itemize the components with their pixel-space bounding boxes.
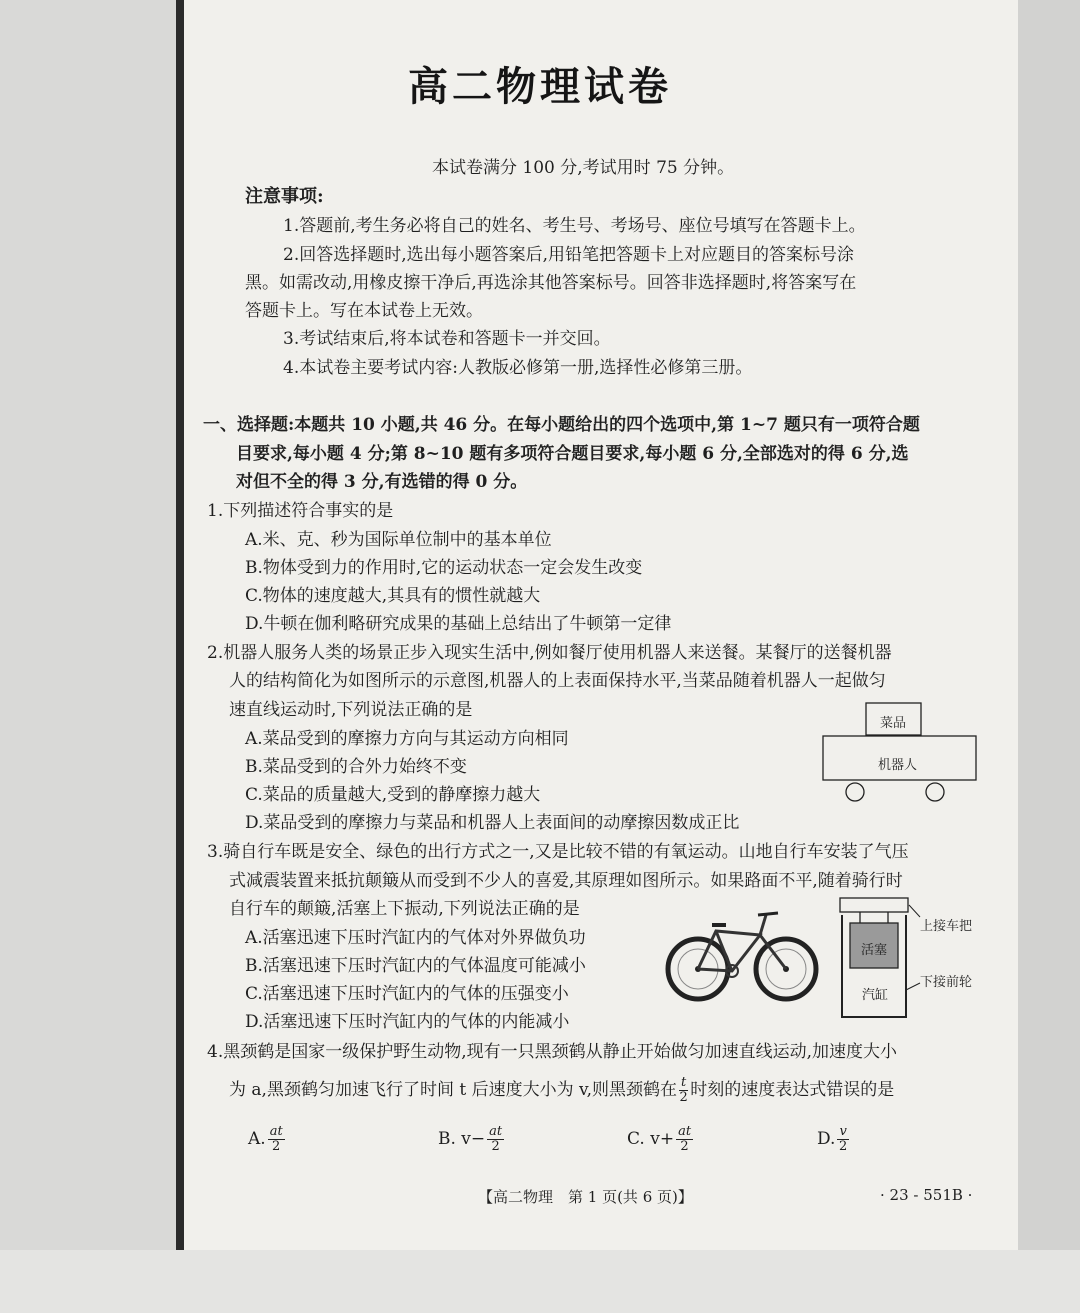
question-4-option bbox=[817, 1125, 851, 1154]
robot-wheel bbox=[926, 783, 944, 801]
front-wheel-label: 下接前轮 bbox=[920, 975, 973, 990]
question-2-stem: 速直线运动时,下列说法正确的是 bbox=[229, 700, 473, 720]
option-prefix: B. v− bbox=[438, 1129, 486, 1149]
handlebar-connector bbox=[840, 898, 908, 912]
bicycle-icon bbox=[660, 905, 822, 1005]
piston-label: 活塞 bbox=[861, 943, 888, 958]
fraction bbox=[837, 1125, 848, 1154]
dish-label: 菜品 bbox=[880, 716, 907, 731]
question-3-option: B.活塞迅速下压时汽缸内的气体温度可能减小 bbox=[245, 956, 586, 976]
page-footer: 【高二物理 第 1 页(共 6 页)】 bbox=[478, 1188, 693, 1206]
notice-line: 黑。如需改动,用橡皮擦干净后,再选涂其他答案标号。回答非选择题时,将答案写在 bbox=[245, 273, 857, 293]
page-binding-edge bbox=[176, 0, 184, 1250]
question-1-stem: 1.下列描述符合事实的是 bbox=[207, 501, 394, 521]
exam-code: · 23 - 551B · bbox=[880, 1186, 973, 1204]
notice-line: 2.回答选择题时,选出每小题答案后,用铅笔把答题卡上对应题目的答案标号涂 bbox=[283, 245, 855, 265]
question-3-stem: 自行车的颠簸,活塞上下振动,下列说法正确的是 bbox=[229, 899, 580, 919]
cylinder-label: 汽缸 bbox=[862, 988, 889, 1003]
fraction-numerator: t bbox=[680, 1075, 687, 1090]
question-4-option bbox=[438, 1125, 506, 1154]
question-4-option bbox=[627, 1125, 695, 1154]
notice-heading: 注意事项: bbox=[245, 186, 324, 207]
fraction bbox=[268, 1125, 285, 1154]
handlebar-label: 上接车把 bbox=[920, 919, 973, 934]
notice-line: 1.答题前,考生务必将自己的姓名、考生号、考场号、座位号填写在答题卡上。 bbox=[283, 216, 866, 236]
fraction bbox=[487, 1125, 504, 1154]
question-4-stem bbox=[229, 1076, 894, 1105]
page-title: 高二物理试卷 bbox=[408, 63, 672, 110]
option-prefix: C. v+ bbox=[627, 1129, 675, 1149]
question-3-stem: 3.骑自行车既是安全、绿色的出行方式之一,又是比较不错的有氧运动。山地自行车安装了气压 bbox=[207, 842, 909, 862]
scanner-bottom bbox=[0, 1250, 1080, 1313]
fraction-numerator: v bbox=[839, 1124, 847, 1139]
fraction bbox=[679, 1076, 688, 1105]
question-4-stem-part: 为 a,黑颈鹤匀加速飞行了时间 t 后速度大小为 v,则黑颈鹤在 bbox=[229, 1080, 677, 1100]
question-2-option: C.菜品的质量越大,受到的静摩擦力越大 bbox=[245, 785, 541, 805]
question-1-option: C.物体的速度越大,其具有的惯性就越大 bbox=[245, 586, 541, 606]
fraction-denominator: 2 bbox=[680, 1139, 689, 1154]
section-heading: 目要求,每小题 4 分;第 8~10 题有多项符合题目要求,每小题 6 分,全部选对的得 6 分,选 bbox=[236, 444, 909, 464]
section-heading: 一、选择题:本题共 10 小题,共 46 分。在每小题给出的四个选项中,第 1~7 题只有一项符合题 bbox=[203, 415, 920, 435]
question-2-option: B.菜品受到的合外力始终不变 bbox=[245, 757, 467, 777]
scanner-edge bbox=[1018, 0, 1080, 1313]
fraction-numerator: at bbox=[678, 1124, 692, 1139]
question-4-stem: 4.黑颈鹤是国家一级保护野生动物,现有一只黑颈鹤从静止开始做匀加速直线运动,加速度大小 bbox=[207, 1042, 898, 1062]
question-1-option: B.物体受到力的作用时,它的运动状态一定会发生改变 bbox=[245, 558, 643, 578]
question-2-option: A.菜品受到的摩擦力方向与其运动方向相同 bbox=[245, 729, 569, 749]
question-4-stem-part: 时刻的速度表达式错误的是 bbox=[690, 1080, 895, 1100]
section-heading: 对但不全的得 3 分,有选错的得 0 分。 bbox=[236, 472, 528, 492]
question-1-option: A.米、克、秒为国际单位制中的基本单位 bbox=[245, 530, 552, 550]
fraction-numerator: at bbox=[489, 1124, 503, 1139]
shock-absorber-figure bbox=[830, 895, 925, 1025]
fraction-denominator: 2 bbox=[272, 1139, 281, 1154]
option-prefix: D. bbox=[817, 1129, 836, 1149]
option-prefix: A. bbox=[248, 1129, 266, 1149]
notice-line: 3.考试结束后,将本试卷和答题卡一并交回。 bbox=[283, 329, 611, 349]
fraction-denominator: 2 bbox=[838, 1139, 848, 1154]
question-3-option: D.活塞迅速下压时汽缸内的气体的内能减小 bbox=[245, 1012, 570, 1032]
notice-line: 答题卡上。写在本试卷上无效。 bbox=[245, 301, 483, 321]
robot-label: 机器人 bbox=[878, 758, 918, 773]
question-4-option bbox=[248, 1125, 287, 1154]
fraction-denominator: 2 bbox=[491, 1139, 500, 1154]
fraction-denominator: 2 bbox=[679, 1090, 688, 1105]
question-2-stem: 2.机器人服务人类的场景正步入现实生活中,例如餐厅使用机器人来送餐。某餐厅的送餐机器 bbox=[207, 643, 892, 663]
question-3-option: A.活塞迅速下压时汽缸内的气体对外界做负功 bbox=[245, 928, 586, 948]
robot-wheel bbox=[846, 783, 864, 801]
question-3-option: C.活塞迅速下压时汽缸内的气体的压强变小 bbox=[245, 984, 569, 1004]
fraction bbox=[676, 1125, 693, 1154]
exam-info: 本试卷满分 100 分,考试用时 75 分钟。 bbox=[432, 158, 735, 178]
notice-line: 4.本试卷主要考试内容:人教版必修第一册,选择性必修第三册。 bbox=[283, 358, 753, 378]
question-1-option: D.牛顿在伽利略研究成果的基础上总结出了牛顿第一定律 bbox=[245, 614, 672, 634]
question-3-stem: 式减震装置来抵抗颠簸从而受到不少人的喜爱,其原理如图所示。如果路面不平,随着骑行时 bbox=[229, 871, 903, 891]
question-2-option: D.菜品受到的摩擦力与菜品和机器人上表面间的动摩擦因数成正比 bbox=[245, 813, 740, 833]
fraction-numerator: at bbox=[269, 1124, 283, 1139]
question-2-stem: 人的结构简化为如图所示的示意图,机器人的上表面保持水平,当菜品随着机器人一起做匀 bbox=[229, 671, 886, 691]
